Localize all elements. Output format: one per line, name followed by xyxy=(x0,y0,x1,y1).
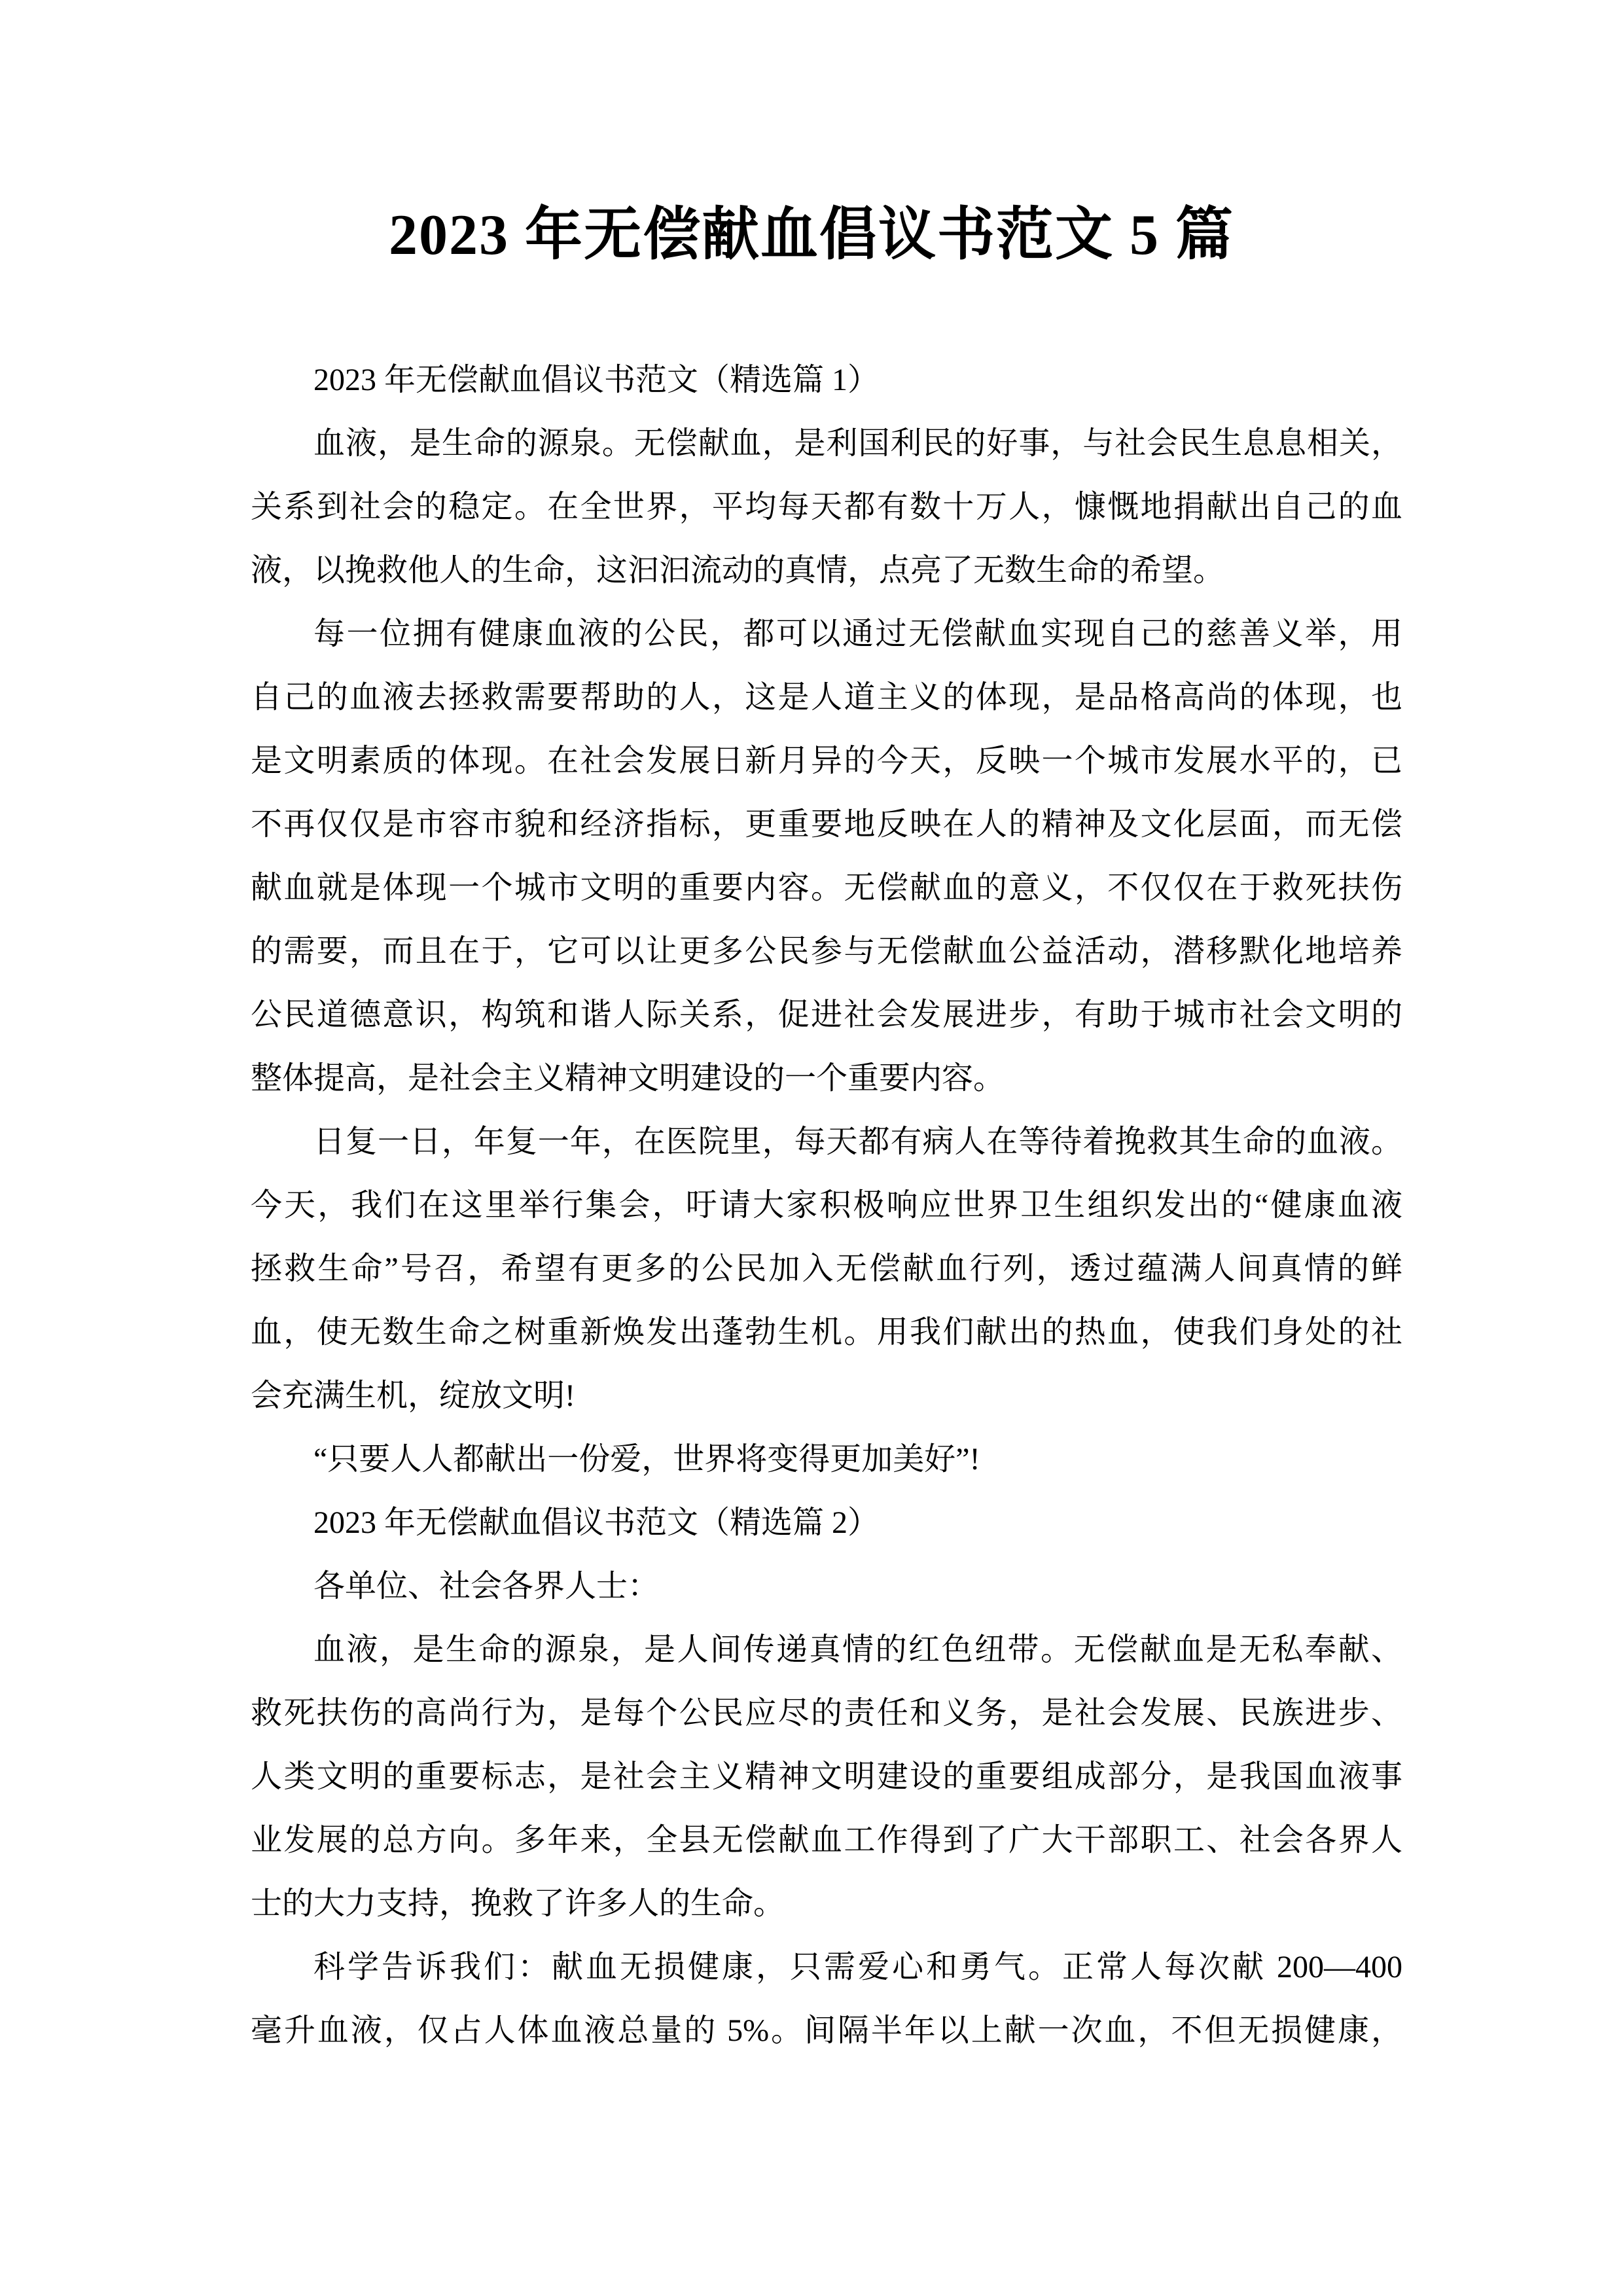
body-line: 液，以挽救他人的生命，这汩汩流动的真情，点亮了无数生命的希望。 xyxy=(251,553,1225,588)
body-line: 整体提高，是社会主义精神文明建设的一个重要内容。 xyxy=(251,1061,1005,1096)
body-line: 救死扶伤的高尚行为，是每个公民应尽的责任和义务，是社会发展、民族进步、 xyxy=(251,1696,1402,1731)
body-line: 日复一日，年复一年，在医院里，每天都有病人在等待着挽救其生命的血液。 xyxy=(313,1124,1402,1159)
document-title: 2023 年无偿献血倡议书范文 5 篇 xyxy=(388,204,1234,267)
body-line: 公民道德意识，构筑和谐人际关系，促进社会发展进步，有助于城市社会文明的 xyxy=(251,997,1402,1032)
body-line: 血液，是生命的源泉，是人间传递真情的红色纽带。无偿献血是无私奉献、 xyxy=(313,1632,1402,1667)
body-line: 每一位拥有健康血液的公民，都可以通过无偿献血实现自己的慈善义举，用 xyxy=(313,617,1402,651)
document-body xyxy=(251,348,1402,2062)
body-line: 自己的血液去拯救需要帮助的人，这是人道主义的体现，是品格高尚的体现，也 xyxy=(251,680,1402,715)
body-line: 献血就是体现一个城市文明的重要内容。无偿献血的意义，不仅仅在于救死扶伤 xyxy=(251,870,1402,905)
body-line: 血，使无数生命之树重新焕发出蓬勃生机。用我们献出的热血，使我们身处的社 xyxy=(251,1315,1402,1350)
body-line: 2023 年无偿献血倡议书范文（精选篇 1） xyxy=(313,363,880,397)
body-line: 不再仅仅是市容市貌和经济指标，更重要地反映在人的精神及文化层面，而无偿 xyxy=(251,807,1402,842)
body-line: 各单位、社会各界人士： xyxy=(313,1569,660,1604)
body-line: 2023 年无偿献血倡议书范文（精选篇 2） xyxy=(313,1505,880,1540)
body-line: 业发展的总方向。多年来，全县无偿献血工作得到了广大干部职工、社会各界人 xyxy=(251,1823,1402,1857)
body-line: 是文明素质的体现。在社会发展日新月异的今天，反映一个城市发展水平的，已 xyxy=(251,744,1402,778)
body-line: 科学告诉我们：献血无损健康，只需爱心和勇气。正常人每次献 200—400 xyxy=(313,1950,1402,1984)
body-line: 会充满生机，绽放文明! xyxy=(251,1378,575,1413)
body-line: 今天，我们在这里举行集会，吁请大家积极响应世界卫生组织发出的“健康血液 xyxy=(251,1188,1402,1223)
body-line: “只要人人都献出一份爱，世界将变得更加美好”! xyxy=(313,1442,980,1477)
body-line: 的需要，而且在于，它可以让更多公民参与无偿献血公益活动，潜移默化地培养 xyxy=(251,934,1402,969)
body-line: 士的大力支持，挽救了许多人的生命。 xyxy=(251,1886,785,1921)
body-line: 人类文明的重要标志，是社会主义精神文明建设的重要组成部分，是我国血液事 xyxy=(251,1759,1402,1794)
body-line: 毫升血液，仅占人体血液总量的 5%。间隔半年以上献一次血，不但无损健康， xyxy=(251,2013,1402,2048)
body-line: 关系到社会的稳定。在全世界，平均每天都有数十万人，慷慨地捐献出自己的血 xyxy=(251,490,1402,524)
body-line: 拯救生命”号召，希望有更多的公民加入无偿献血行列，透过蕴满人间真情的鲜 xyxy=(251,1251,1402,1286)
body-line: 血液，是生命的源泉。无偿献血，是利国利民的好事，与社会民生息息相关， xyxy=(313,426,1402,461)
